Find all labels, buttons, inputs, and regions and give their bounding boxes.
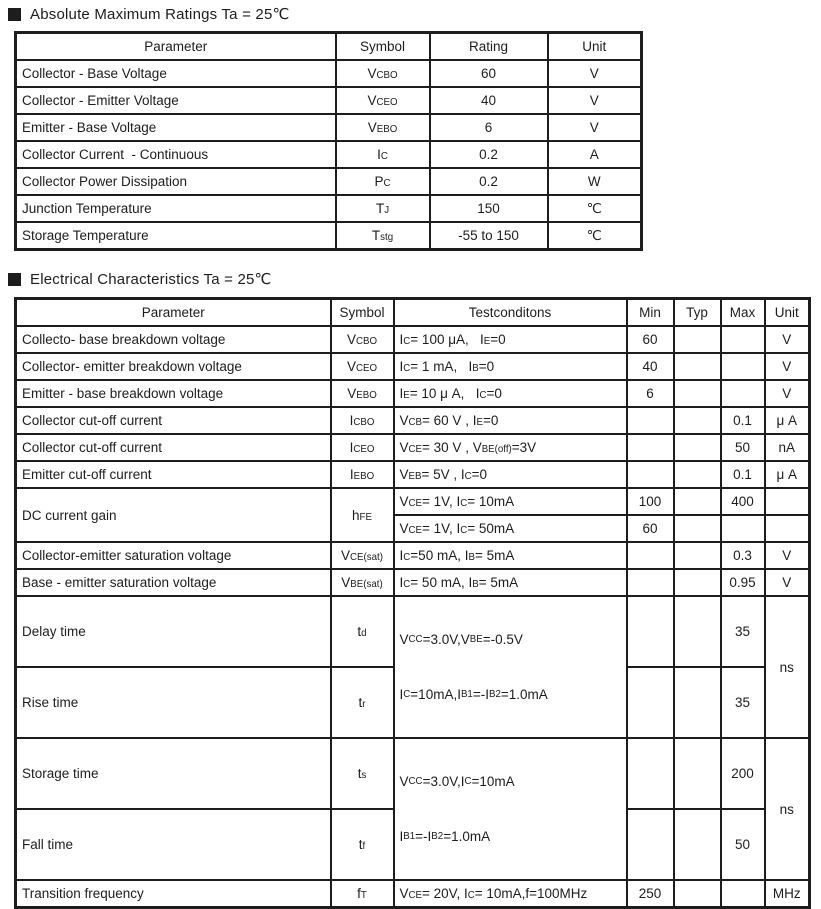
header-row <box>16 299 810 327</box>
param-cell: Fall time <box>16 809 331 880</box>
typ-cell <box>674 515 721 542</box>
testcondition-cell: VCE= 1V, IC= 10mA <box>394 488 627 515</box>
unit-cell <box>765 515 810 542</box>
max-cell <box>721 353 765 380</box>
rating-cell: 40 <box>430 87 548 114</box>
symbol-cell: VCEO <box>336 87 430 114</box>
symbol-cell: IEBO <box>331 461 394 488</box>
typ-cell <box>674 667 721 738</box>
min-cell: 60 <box>627 326 674 353</box>
max-cell: 0.1 <box>721 461 765 488</box>
min-cell <box>627 596 674 667</box>
column-header-symbol: Symbol <box>331 299 394 327</box>
max-cell <box>721 380 765 407</box>
max-cell <box>721 515 765 542</box>
unit-cell: V <box>548 60 642 87</box>
unit-cell: V <box>548 114 642 141</box>
min-cell: 40 <box>627 353 674 380</box>
param-cell: Collector - Base Voltage <box>16 60 336 87</box>
absolute-maximum-ratings-table <box>14 31 643 251</box>
typ-cell <box>674 380 721 407</box>
param-cell: Collector cut-off current <box>16 407 331 434</box>
table-row <box>16 195 642 222</box>
max-cell: 200 <box>721 738 765 809</box>
min-cell: 60 <box>627 515 674 542</box>
testcondition-line: I B1 =-I B2 =1.0mA <box>399 829 491 844</box>
column-header-min: Min <box>627 299 674 327</box>
testcondition-cell <box>394 596 627 738</box>
typ-cell <box>674 738 721 809</box>
max-cell <box>721 326 765 353</box>
typ-cell <box>674 434 721 461</box>
column-header-testconditions: Testconditons <box>394 299 627 327</box>
param-cell: Collecto- base breakdown voltage <box>16 326 331 353</box>
unit-cell: V <box>765 353 810 380</box>
param-cell: Storage Temperature <box>16 222 336 250</box>
unit-cell: ns <box>765 596 810 738</box>
electrical-characteristics-section-title <box>8 270 821 288</box>
unit-cell: A <box>548 141 642 168</box>
unit-cell: MHz <box>765 880 810 908</box>
column-header-unit: Unit <box>765 299 810 327</box>
table-row <box>16 326 810 353</box>
param-cell: Collector cut-off current <box>16 434 331 461</box>
rating-cell: 150 <box>430 195 548 222</box>
symbol-cell: PC <box>336 168 430 195</box>
symbol-cell: VEBO <box>336 114 430 141</box>
param-cell: Storage time <box>16 738 331 809</box>
symbol-cell: VCBO <box>336 60 430 87</box>
min-cell: 6 <box>627 380 674 407</box>
square-bullet-icon <box>8 273 21 286</box>
max-cell: 35 <box>721 596 765 667</box>
testcondition-cell <box>394 738 627 880</box>
unit-cell: V <box>765 542 810 569</box>
min-cell <box>627 667 674 738</box>
testcondition-line: I C =10mA,I B1 =-I B2 =1.0mA <box>399 687 548 702</box>
max-cell: 50 <box>721 434 765 461</box>
symbol-cell: TJ <box>336 195 430 222</box>
symbol-cell: hFE <box>331 488 394 542</box>
min-cell: 250 <box>627 880 674 908</box>
min-cell: 100 <box>627 488 674 515</box>
param-cell: Transition frequency <box>16 880 331 908</box>
symbol-cell: IC <box>336 141 430 168</box>
typ-cell <box>674 596 721 667</box>
min-cell <box>627 569 674 596</box>
unit-cell: ns <box>765 738 810 880</box>
param-cell: DC current gain <box>16 488 331 542</box>
testcondition-cell: VCE= 30 V , VBE(off)=3V <box>394 434 627 461</box>
table-row <box>16 222 642 250</box>
min-cell <box>627 809 674 880</box>
typ-cell <box>674 542 721 569</box>
unit-cell: W <box>548 168 642 195</box>
typ-cell <box>674 461 721 488</box>
table-row <box>16 738 810 809</box>
table-row <box>16 596 810 667</box>
section-title-text: Absolute Maximum Ratings Ta = 25℃ <box>30 6 290 23</box>
unit-cell: nA <box>765 434 810 461</box>
symbol-cell: td <box>331 596 394 667</box>
column-header-symbol: Symbol <box>336 33 430 61</box>
testcondition-cell: IE= 10 μ A, IC=0 <box>394 380 627 407</box>
rating-cell: 60 <box>430 60 548 87</box>
param-cell: Emitter - base breakdown voltage <box>16 380 331 407</box>
testcondition-cell: IC= 100 μA, IE=0 <box>394 326 627 353</box>
typ-cell <box>674 569 721 596</box>
param-cell: Rise time <box>16 667 331 738</box>
param-cell: Collector Power Dissipation <box>16 168 336 195</box>
max-cell: 0.3 <box>721 542 765 569</box>
rating-cell: -55 to 150 <box>430 222 548 250</box>
typ-cell <box>674 326 721 353</box>
testcondition-cell: IC= 50 mA, IB= 5mA <box>394 569 627 596</box>
electrical-characteristics-table <box>14 297 811 909</box>
symbol-cell: fT <box>331 880 394 908</box>
param-cell: Junction Temperature <box>16 195 336 222</box>
typ-cell <box>674 809 721 880</box>
section-title-text: Electrical Characteristics Ta = 25℃ <box>30 271 272 288</box>
testcondition-line: V CC =3.0V,V BE =-0.5V <box>399 632 523 647</box>
symbol-cell: ICEO <box>331 434 394 461</box>
table-row <box>16 380 810 407</box>
table-row <box>16 141 642 168</box>
symbol-cell: VBE(sat) <box>331 569 394 596</box>
symbol-cell: Tstg <box>336 222 430 250</box>
testcondition-cell: IC= 1 mA, IB=0 <box>394 353 627 380</box>
table-row <box>16 407 810 434</box>
typ-cell <box>674 407 721 434</box>
column-header-typ: Typ <box>674 299 721 327</box>
typ-cell <box>674 880 721 908</box>
header-row <box>16 33 642 61</box>
testcondition-cell: VCB= 60 V , IE=0 <box>394 407 627 434</box>
symbol-cell: VCEO <box>331 353 394 380</box>
table-row <box>16 461 810 488</box>
testcondition-cell: VEB= 5V , IC=0 <box>394 461 627 488</box>
rating-cell: 0.2 <box>430 168 548 195</box>
min-cell <box>627 434 674 461</box>
table-row <box>16 87 642 114</box>
unit-cell: V <box>548 87 642 114</box>
symbol-cell: ts <box>331 738 394 809</box>
param-cell: Collector - Emitter Voltage <box>16 87 336 114</box>
unit-cell: V <box>765 326 810 353</box>
column-header-unit: Unit <box>548 33 642 61</box>
column-header-parameter: Parameter <box>16 33 336 61</box>
table-row <box>16 168 642 195</box>
max-cell <box>721 880 765 908</box>
table-row <box>16 488 810 515</box>
testcondition-cell: IC=50 mA, IB= 5mA <box>394 542 627 569</box>
typ-cell <box>674 353 721 380</box>
symbol-cell: tr <box>331 667 394 738</box>
max-cell: 0.1 <box>721 407 765 434</box>
unit-cell: μ A <box>765 461 810 488</box>
table-row <box>16 353 810 380</box>
testcondition-line: V CC =3.0V,I C =10mA <box>399 774 515 789</box>
min-cell <box>627 461 674 488</box>
param-cell: Collector Current - Continuous <box>16 141 336 168</box>
testcondition-cell: VCE= 1V, IC= 50mA <box>394 515 627 542</box>
unit-cell: μ A <box>765 407 810 434</box>
symbol-cell: tf <box>331 809 394 880</box>
unit-cell: V <box>765 569 810 596</box>
min-cell <box>627 738 674 809</box>
unit-cell: ℃ <box>548 195 642 222</box>
column-header-parameter: Parameter <box>16 299 331 327</box>
column-header-rating: Rating <box>430 33 548 61</box>
unit-cell <box>765 488 810 515</box>
rating-cell: 6 <box>430 114 548 141</box>
param-cell: Delay time <box>16 596 331 667</box>
unit-cell: ℃ <box>548 222 642 250</box>
param-cell: Base - emitter saturation voltage <box>16 569 331 596</box>
symbol-cell: VCBO <box>331 326 394 353</box>
param-cell: Emitter cut-off current <box>16 461 331 488</box>
symbol-cell: VEBO <box>331 380 394 407</box>
testcondition-cell: VCE= 20V, IC= 10mA,f=100MHz <box>394 880 627 908</box>
max-cell: 400 <box>721 488 765 515</box>
column-header-max: Max <box>721 299 765 327</box>
typ-cell <box>674 488 721 515</box>
max-cell: 35 <box>721 667 765 738</box>
abs-max-section-title <box>8 5 821 23</box>
param-cell: Collector- emitter breakdown voltage <box>16 353 331 380</box>
square-bullet-icon <box>8 8 21 21</box>
min-cell <box>627 542 674 569</box>
table-row <box>16 434 810 461</box>
symbol-cell: VCE(sat) <box>331 542 394 569</box>
min-cell <box>627 407 674 434</box>
max-cell: 50 <box>721 809 765 880</box>
table-row <box>16 542 810 569</box>
table-row <box>16 60 642 87</box>
table-row <box>16 114 642 141</box>
unit-cell: V <box>765 380 810 407</box>
table-row <box>16 880 810 908</box>
max-cell: 0.95 <box>721 569 765 596</box>
param-cell: Collector-emitter saturation voltage <box>16 542 331 569</box>
rating-cell: 0.2 <box>430 141 548 168</box>
symbol-cell: ICBO <box>331 407 394 434</box>
table-row <box>16 569 810 596</box>
param-cell: Emitter - Base Voltage <box>16 114 336 141</box>
